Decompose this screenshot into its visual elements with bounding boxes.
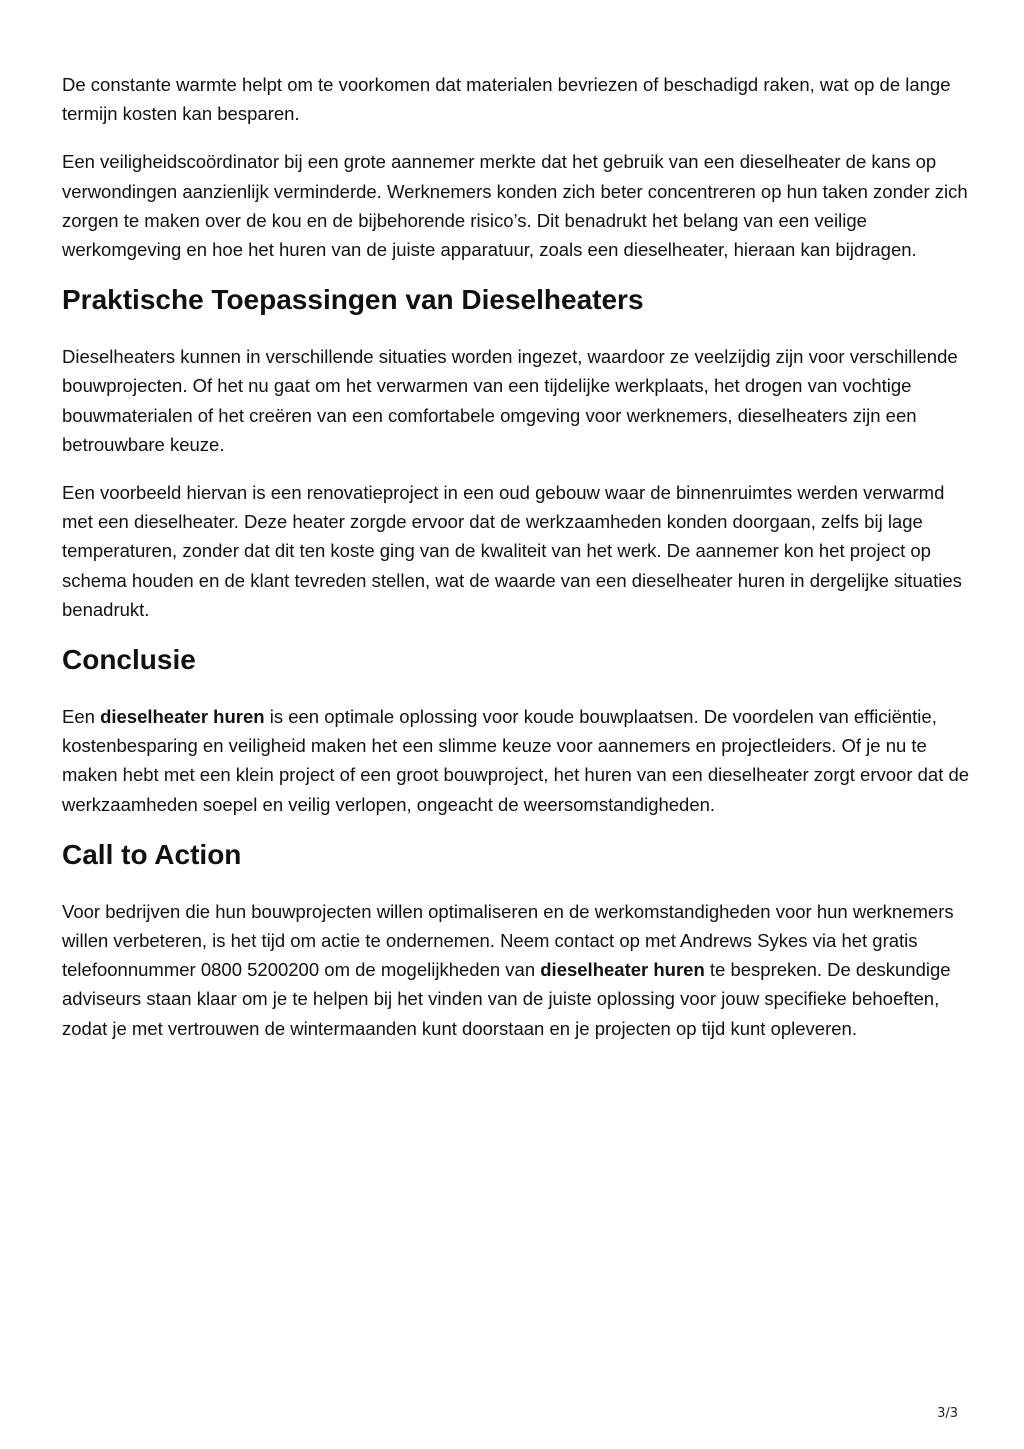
paragraph-veiligheid: Een veiligheidscoördinator bij een grote aannemer merkte dat het gebruik van een dieselheater de kans op verwondingen aanzienlijk verminderde. Werknemers konden zich beter concentreren op hun taken zonder zich zorgen te maken over de kou en de bijbehorende risico’s. Dit benadrukt het belang van een veilige werkomgeving en hoe het huren van de juiste apparatuur, zoals een dieselheater, hieraan kan bijdragen.	[62, 151, 968, 261]
conclusie-bold-keyword: dieselheater huren	[100, 706, 265, 728]
cta-bold-keyword: dieselheater huren	[540, 959, 705, 981]
paragraph-toepassingen: Dieselheaters kunnen in verschillende situaties worden ingezet, waardoor ze veelzijdig zijn voor verschillende bouwprojecten. Of het nu gaat om het verwarmen van een tijdelijke werkplaats, het drogen van vochtige bouwmaterialen of het creëren van een comfortabele omgeving voor werknemers, dieselheaters zijn een betrouwbare keuze.	[62, 346, 958, 455]
cta-text-start: Voor bedrijven die hun bouwprojecten willen optimaliseren en de werkomstandigheden voor hun werknemers willen verbeteren, is het tijd om actie te ondernemen. Neem contact op met Andrews Sykes via het gratis telefoonnummer 0800 5200200 om de mogelijkheden van	[62, 900, 954, 981]
paragraph-warmte: De constante warmte helpt om te voorkomen dat materialen bevriezen of beschadigd raken, wat op de lange termijn kosten kan besparen.	[62, 74, 951, 125]
heading-conclusie: Conclusie	[62, 644, 196, 676]
paragraph-conclusie	[62, 702, 972, 819]
document-body	[62, 70, 972, 1062]
conclusie-text-end: is een optimale oplossing voor koude bouwplaatsen. De voordelen van efficiëntie, kostenbesparing en veiligheid maken het een slimme keuze voor aannemers en projectleiders. Of je nu te maken hebt met een klein project of een groot bouwproject, het huren van een dieselheater zorgt ervoor dat de werkzaamheden soepel en veilig verlopen, ongeacht de weersomstandigheden.	[62, 706, 970, 815]
paragraph-call-to-action	[62, 897, 972, 1043]
conclusie-text-start: Een	[62, 706, 101, 728]
page-number: 3/3	[937, 1406, 958, 1421]
heading-call-to-action: Call to Action	[62, 838, 242, 870]
cta-text-end: te bespreken. De deskundige adviseurs staan klaar om je te helpen bij het vinden van de juiste oplossing voor jouw specifieke behoeften, zodat je met vertrouwen de wintermaanden kunt doorstaan en je projecten op tijd kunt opleveren.	[62, 959, 951, 1039]
paragraph-voorbeeld: Een voorbeeld hiervan is een renovatieproject in een oud gebouw waar de binnenruimtes werden verwarmd met een dieselheater. Deze heater zorgde ervoor dat de werkzaamheden konden doorgaan, zelfs bij lage temperaturen, zonder dat dit ten koste ging van de kwaliteit van het werk. De aannemer kon het project op schema houden en de klant tevreden stellen, wat de waarde van een dieselheater huren in dergelijke situaties benadrukt.	[62, 482, 962, 620]
heading-praktische-toepassingen: Praktische Toepassingen van Dieselheaters	[62, 284, 644, 316]
